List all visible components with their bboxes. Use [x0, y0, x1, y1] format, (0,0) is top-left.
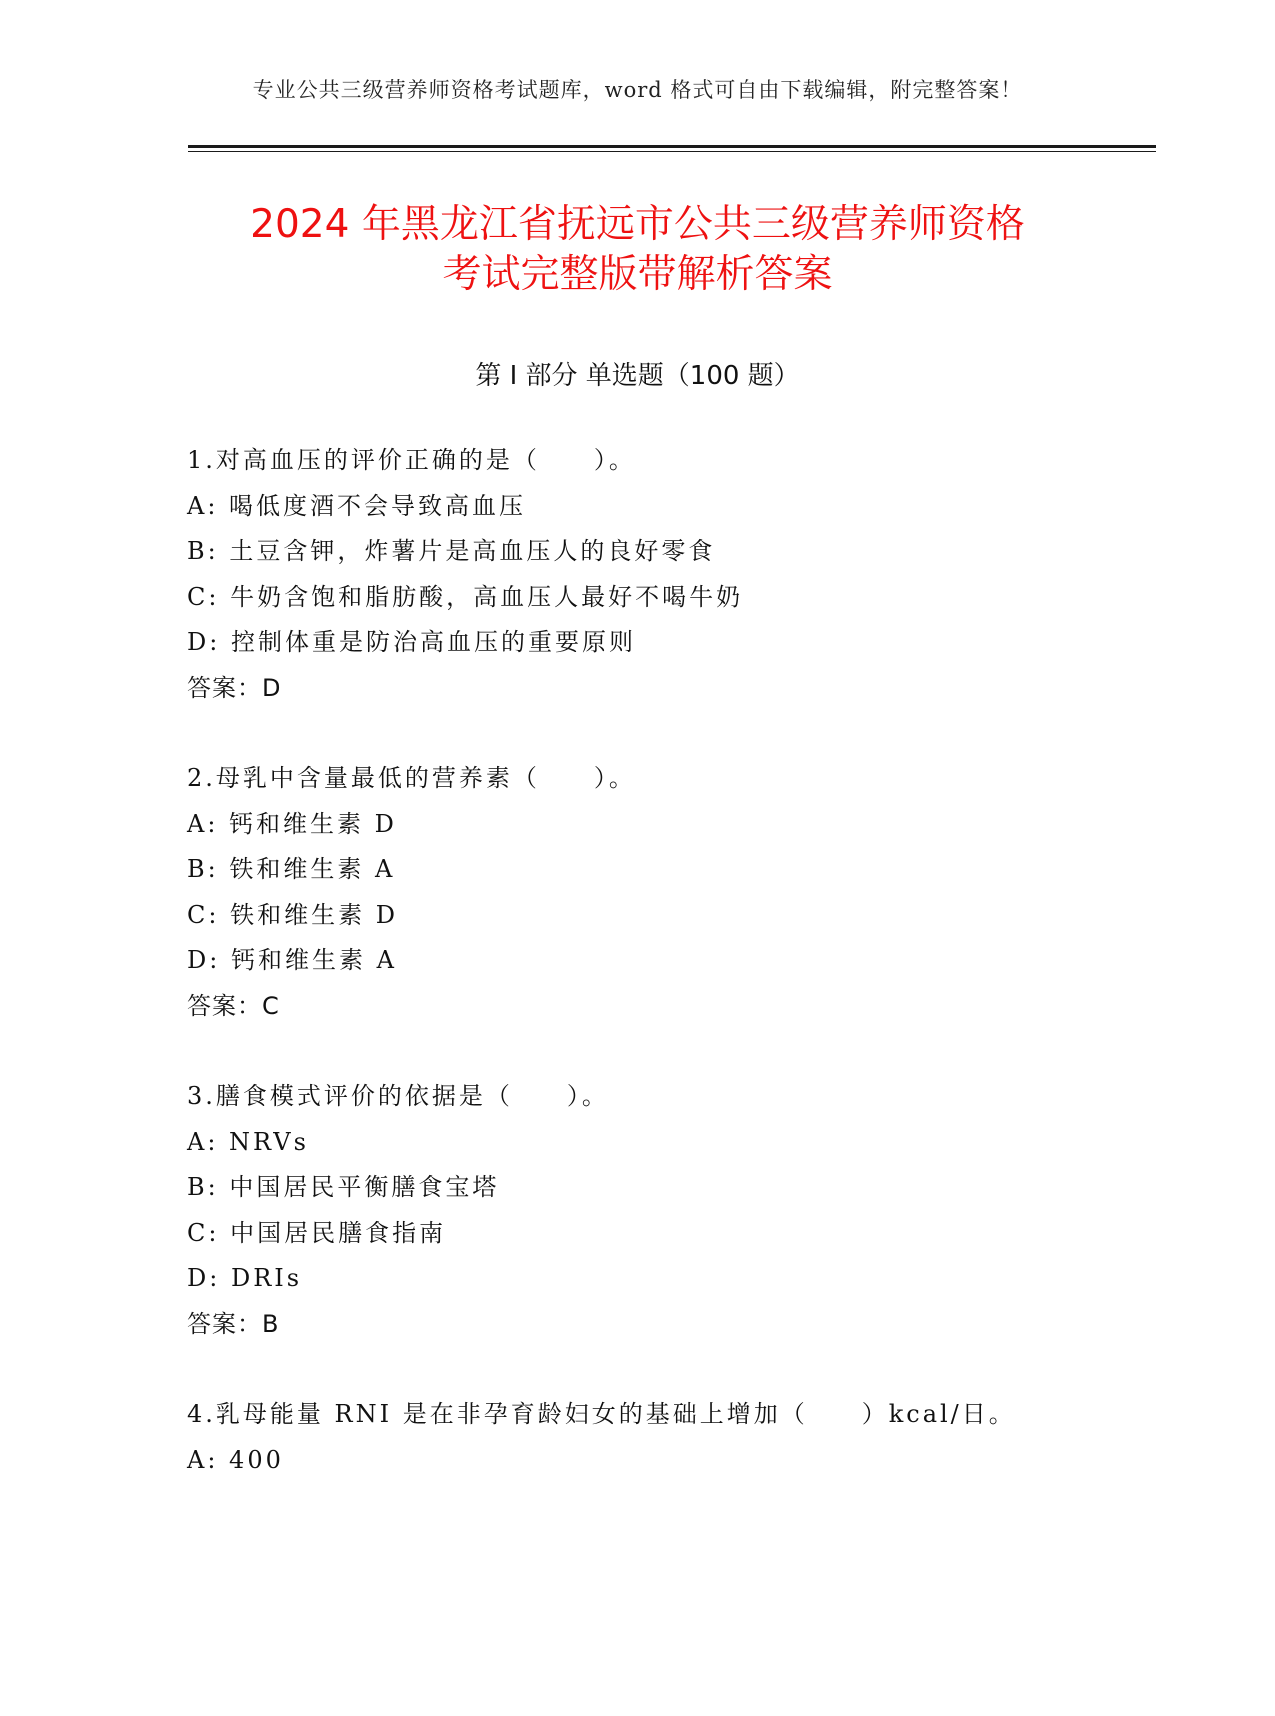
document-title-line-2: 考试完整版带解析答案 [442, 252, 833, 297]
option-d: D: 钙和维生素 A [187, 946, 397, 974]
question-3 [187, 1080, 1187, 1398]
option-c: C: 中国居民膳食指南 [187, 1218, 447, 1247]
answer: 答案：B [187, 1309, 280, 1338]
answer: 答案：D [187, 673, 282, 702]
question-2 [187, 762, 1187, 1080]
option-b: B: 中国居民平衡膳食宝塔 [187, 1173, 500, 1201]
option-a: A: 400 [187, 1445, 284, 1474]
question-stem: 4.乳母能量 RNI 是在非孕育龄妇女的基础上增加（ ）kcal/日。 [187, 1400, 1016, 1428]
option-a: A: 喝低度酒不会导致高血压 [187, 491, 527, 520]
option-d: D: DRIs [187, 1264, 303, 1292]
question-stem: 2.母乳中含量最低的营养素（ ）。 [187, 764, 636, 792]
option-d: D: 控制体重是防治高血压的重要原则 [187, 628, 636, 656]
question-4 [187, 1398, 1187, 1716]
document-title-line-1: 2024 年黑龙江省抚远市公共三级营养师资格 [250, 202, 1025, 247]
header-rule-thick [188, 145, 1156, 148]
option-a: A: 钙和维生素 D [187, 809, 397, 838]
question-1 [187, 444, 1187, 762]
header-rule-thin [188, 151, 1156, 152]
question-list [187, 444, 1187, 1716]
header-note: 专业公共三级营养师资格考试题库，word 格式可自由下载编辑，附完整答案！ [252, 78, 1023, 102]
document-title [0, 200, 1275, 300]
question-stem: 1.对高血压的评价正确的是（ ）。 [187, 446, 636, 474]
option-b: B: 铁和维生素 A [187, 855, 396, 883]
answer: 答案：C [187, 991, 280, 1020]
option-a: A: NRVs [187, 1127, 309, 1156]
option-c: C: 牛奶含饱和脂肪酸，高血压人最好不喝牛奶 [187, 582, 744, 611]
section-title: 第 I 部分 单选题（100 题） [475, 361, 800, 391]
question-stem: 3.膳食模式评价的依据是（ ）。 [187, 1082, 609, 1110]
option-b: B: 土豆含钾，炸薯片是高血压人的良好零食 [187, 537, 716, 565]
option-c: C: 铁和维生素 D [187, 900, 398, 929]
